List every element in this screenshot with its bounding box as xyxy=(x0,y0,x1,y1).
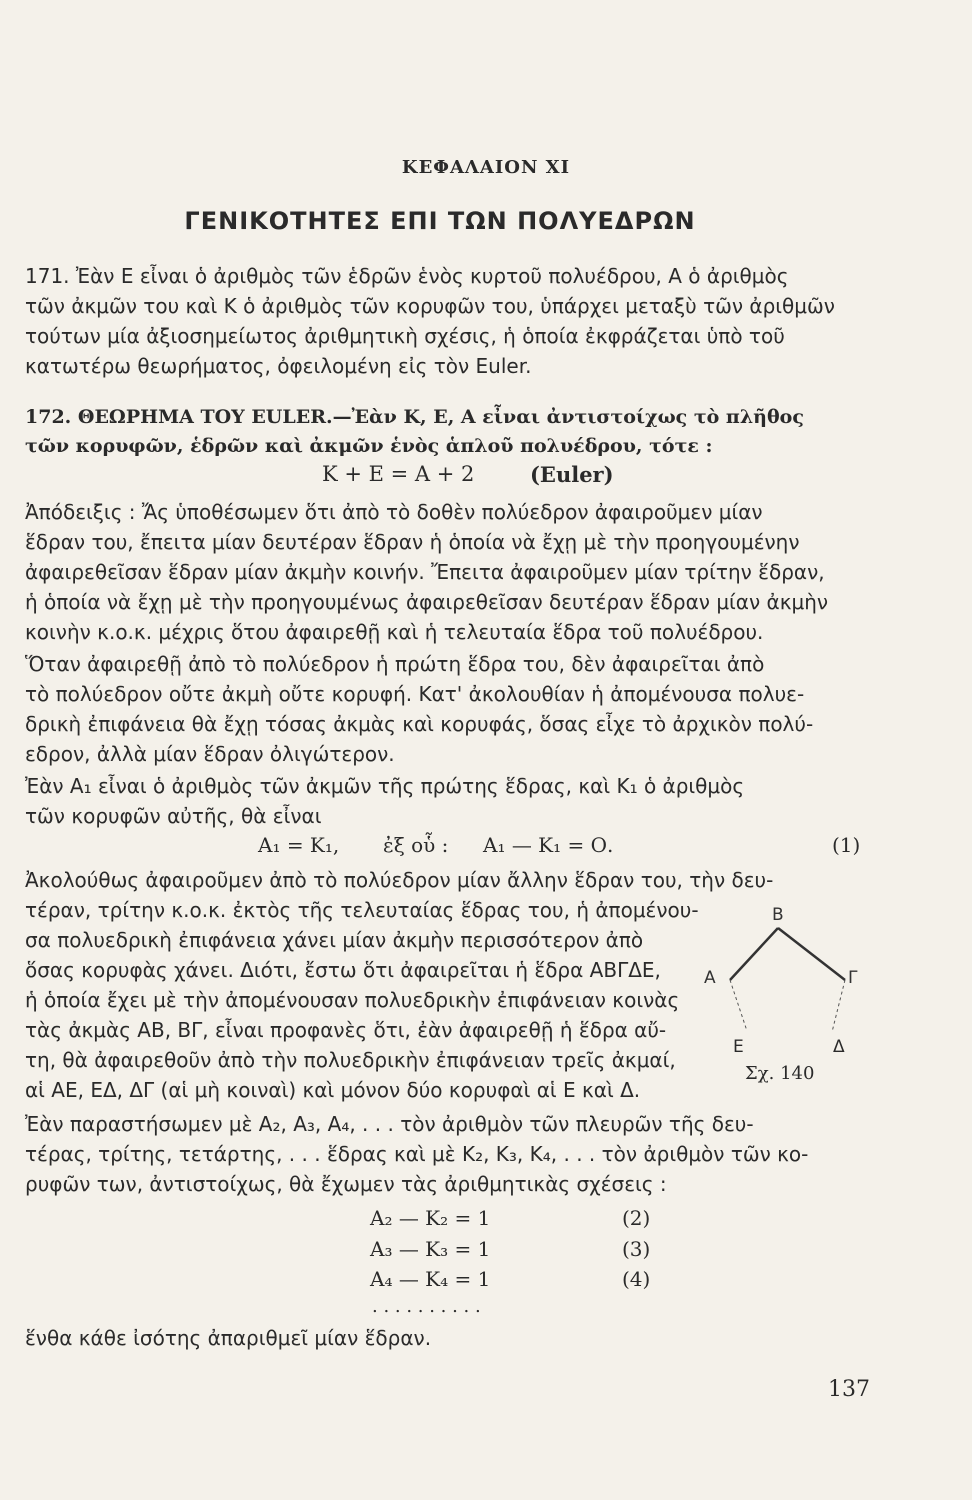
edge-bg xyxy=(778,928,845,980)
label-d: Δ xyxy=(833,1037,845,1057)
proof-line: ἡ ὁποία ἔχει μὲ τὴν ἀπομένουσαν πολυεδρικὴν ἐπιφάνειαν κοινὰς xyxy=(25,988,680,1012)
proof-line: Ἀκολούθως ἀφαιροῦμεν ἀπὸ τὸ πολύεδρον μίαν ἄλλην ἕδραν του, τὴν δευ- xyxy=(25,868,774,892)
text-line: 171. Ἐὰν Ε εἶναι ὁ ἀριθμὸς τῶν ἑδρῶν ἑνὸς κυρτοῦ πολυέδρου, Α ὁ ἀριθμὸς xyxy=(25,264,789,288)
equation-3-number: (3) xyxy=(622,1237,651,1261)
equation-2: Α₂ — Κ₂ = 1 xyxy=(370,1206,491,1230)
pentagon-figure xyxy=(700,900,860,1030)
equation-4-number: (4) xyxy=(622,1267,651,1291)
edge-ae xyxy=(730,980,750,1030)
proof-line: ἡ ὁποία νὰ ἔχῃ μὲ τὴν προηγουμένως ἀφαιρεθεῖσαν δευτέραν ἕδραν μίαν ἀκμὴν xyxy=(25,590,829,614)
equation-1-mid: ἐξ οὗ : xyxy=(383,833,449,857)
proof-line: δρικὴ ἐπιφάνεια θὰ ἔχῃ τόσας ἀκμὰς καὶ κορυφάς, ὅσας εἶχε τὸ ἀρχικὸν πολύ- xyxy=(25,712,814,736)
proof-line: εδρον, ἀλλὰ μίαν ἕδραν ὀλιγώτερον. xyxy=(25,742,395,766)
proof-line: σα πολυεδρικὴ ἐπιφάνεια χάνει μίαν ἀκμὴν περισσότερον ἀπὸ xyxy=(25,928,644,952)
equation-1-right: Α₁ — Κ₁ = Ο. xyxy=(483,833,614,857)
proof-line: Ὅταν ἀφαιρεθῇ ἀπὸ τὸ πολύεδρον ἡ πρώτη ἕδρα του, δὲν ἀφαιρεῖται ἀπὸ xyxy=(25,652,765,676)
page-number: 137 xyxy=(828,1377,870,1402)
edge-ab xyxy=(730,928,778,980)
text-line: τούτων μία ἀξιοσημείωτος ἀριθμητικὴ σχέσις, ἡ ὁποία ἐκφράζεται ὑπὸ τοῦ xyxy=(25,324,785,348)
text-line: τῶν ἀκμῶν του καὶ Κ ὁ ἀριθμὸς τῶν κορυφῶν του, ὑπάρχει μεταξὺ τῶν ἀριθμῶν xyxy=(25,294,835,318)
label-g: Γ xyxy=(848,968,858,988)
proof-line: ὅσας κορυφὰς χάνει. Διότι, ἔστω ὅτι ἀφαιρεῖται ἡ ἕδρα ΑΒΓΔΕ, xyxy=(25,958,661,982)
proof-line: τὸ πολύεδρον οὔτε ἀκμὴ οὔτε κορυφή. Κατ' ἀκολουθίαν ἡ ἀπομένουσα πολυε- xyxy=(25,682,805,706)
equation-4: Α₄ — Κ₄ = 1 xyxy=(370,1267,491,1291)
chapter-title: ΓΕΝΙΚΟΤΗΤΕΣ ΕΠΙ ΤΩΝ ΠΟΛΥΕΔΡΩΝ xyxy=(184,207,696,235)
proof-line: Ἐὰν Α₁ εἶναι ὁ ἀριθμὸς τῶν ἀκμῶν τῆς πρώτης ἕδρας, καὶ Κ₁ ὁ ἀριθμὸς xyxy=(25,774,745,798)
label-e: Ε xyxy=(733,1037,744,1057)
euler-formula: Κ + Ε = Α + 2 xyxy=(322,462,475,486)
continuation-dots: . . . . . . . . . . xyxy=(372,1296,481,1317)
chapter-heading: ΚΕΦΑΛΑΙΟΝ XI xyxy=(401,157,571,178)
text-line: κατωτέρω θεωρήματος, ὀφειλομένη εἰς τὸν Euler. xyxy=(25,354,532,378)
equation-3: Α₃ — Κ₃ = 1 xyxy=(370,1237,491,1261)
proof-line: αἱ ΑΕ, ΕΔ, ΔΓ (αἱ μὴ κοιναὶ) καὶ μόνον δύο κορυφαὶ αἱ Ε καὶ Δ. xyxy=(25,1078,641,1102)
proof-line: τέραν, τρίτην κ.ο.κ. ἐκτὸς τῆς τελευταίας ἕδρας του, ἡ ἀπομένου- xyxy=(25,898,699,922)
proof-line: ρυφῶν των, ἀντιστοίχως, θὰ ἔχωμεν τὰς ἀριθμητικὰς σχέσεις : xyxy=(25,1172,667,1196)
proof-line: ἀφαιρεθεῖσαν ἕδραν μίαν ἀκμὴν κοινήν. Ἔπειτα ἀφαιροῦμεν μίαν τρίτην ἕδραν, xyxy=(25,560,825,584)
label-a: Α xyxy=(704,968,716,988)
proof-line: τῶν κορυφῶν αὐτῆς, θὰ εἶναι xyxy=(25,804,322,828)
equation-1-left: Α₁ = Κ₁, xyxy=(258,833,340,857)
proof-line: ἕδραν του, ἔπειτα μίαν δευτέραν ἕδραν ἡ ὁποία νὰ ἔχῃ μὲ τὴν προηγουμένην xyxy=(25,530,800,554)
equation-2-number: (2) xyxy=(622,1206,651,1230)
figure-caption: Σχ. 140 xyxy=(745,1063,815,1084)
proof-line: ἕνθα κάθε ἰσότης ἀπαριθμεῖ μίαν ἕδραν. xyxy=(25,1326,432,1350)
proof-line: κοινὴν κ.ο.κ. μέχρις ὅτου ἀφαιρεθῇ καὶ ἡ τελευταία ἕδρα τοῦ πολυέδρου. xyxy=(25,620,764,644)
euler-label: (Euler) xyxy=(530,462,614,487)
proof-line: Ἀπόδειξις : Ἄς ὑποθέσωμεν ὅτι ἀπὸ τὸ δοθὲν πολύεδρον ἀφαιροῦμεν μίαν xyxy=(25,500,763,524)
label-b: Β xyxy=(772,905,784,925)
equation-1-number: (1) xyxy=(832,833,861,857)
proof-line: τη, θὰ ἀφαιρεθοῦν ἀπὸ τὴν πολυεδρικὴν ἐπιφάνειαν τρεῖς ἀκμαί, xyxy=(25,1048,676,1072)
proof-line: τὰς ἀκμὰς ΑΒ, ΒΓ, εἶναι προφανὲς ὅτι, ἐὰν ἀφαιρεθῇ ἡ ἕδρα αὔ- xyxy=(25,1018,667,1042)
theorem-heading: 172. ΘΕΩΡΗΜΑ ΤΟΥ EULER.—Ἐὰν Κ, Ε, Α εἶναι ἀντιστοίχως τὸ πλῆθος xyxy=(25,406,804,428)
edge-gd xyxy=(830,980,845,1030)
proof-line: Ἐὰν παραστήσωμεν μὲ Α₂, Α₃, Α₄, . . . τὸν ἀριθμὸν τῶν πλευρῶν τῆς δευ- xyxy=(25,1112,754,1136)
proof-line: τέρας, τρίτης, τετάρτης, . . . ἕδρας καὶ μὲ Κ₂, Κ₃, Κ₄, . . . τὸν ἀριθμὸν τῶν κο- xyxy=(25,1142,809,1166)
theorem-text: τῶν κορυφῶν, ἑδρῶν καὶ ἀκμῶν ἑνὸς ἁπλοῦ πολυέδρου, τότε : xyxy=(25,435,713,457)
